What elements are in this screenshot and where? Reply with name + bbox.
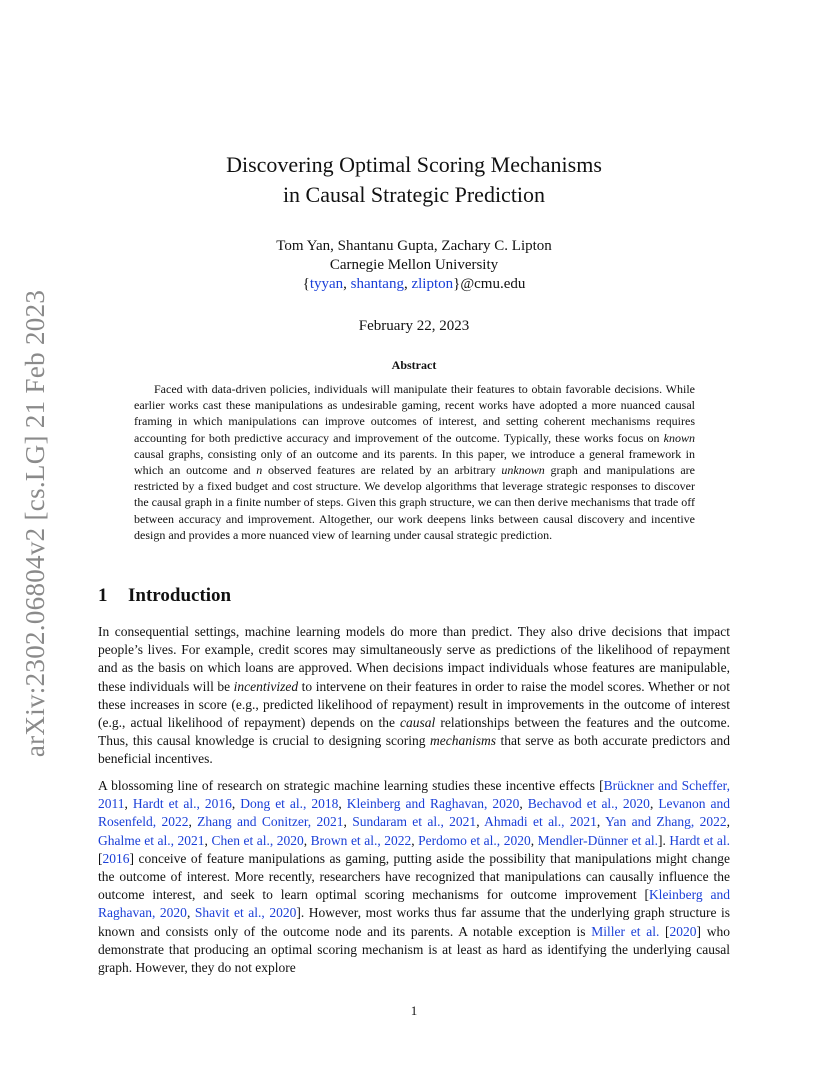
abstract-emphasis: n bbox=[256, 463, 263, 478]
arxiv-identifier-text: arXiv:2302.06804v2 [cs.LG] 21 Feb 2023 bbox=[20, 289, 51, 757]
citation-link[interactable]: Hardt et al. bbox=[669, 832, 731, 848]
section-title: Introduction bbox=[128, 585, 232, 606]
paragraph-text-segment: [ bbox=[659, 923, 670, 939]
author-names: Tom Yan, Shantanu Gupta, Zachary C. Lipton bbox=[276, 238, 552, 254]
paragraph-text-segment: In consequential settings, machine learning models do more than predict. They also drive decisions that impact people’s lives. For example, credit scores may simultaneously serve as predictions of the likelihood of repayment and as the basis on which loans are approved. When decisions impact individuals whose features are manipulable, these individuals will be bbox=[98, 624, 730, 694]
citation-link[interactable]: Hardt et al., 2016 bbox=[132, 796, 232, 812]
paragraph-text-segment: ]. However, most works thus far assume that the underlying graph structure is known and consists only of the outcome node and its parents. A notable exception is bbox=[98, 905, 731, 939]
paragraph-text-segment: ]. bbox=[657, 832, 670, 848]
citation-separator: , bbox=[596, 814, 606, 830]
email-link-shantang[interactable]: shantang bbox=[350, 276, 404, 292]
citation-separator: , bbox=[338, 796, 347, 812]
citation-link[interactable]: 2016 bbox=[102, 850, 130, 866]
citation-separator: , bbox=[303, 832, 311, 848]
paragraph-text-segment: to intervene on their features in order to raise the model scores. Whether or not these increases in score (e.g., predicted likelihood of repayment) result in improvements in the outcome of interest (e.g., actual likelihood of repayment) depends on the bbox=[98, 678, 730, 731]
citation-separator: , bbox=[124, 796, 133, 812]
citation-separator: , bbox=[204, 832, 212, 848]
citation-link[interactable]: Kleinberg and Raghavan, 2020 bbox=[346, 796, 520, 812]
citation-link[interactable]: Zhang and Conitzer, 2021 bbox=[197, 814, 344, 830]
citation-link[interactable]: Dong et al., 2018 bbox=[240, 796, 339, 812]
citation-link[interactable]: Perdomo et al., 2020 bbox=[418, 832, 531, 848]
citation-link[interactable]: Miller et al. bbox=[591, 923, 660, 939]
email-separator: , bbox=[343, 276, 351, 292]
intro-paragraph-2 bbox=[98, 777, 730, 977]
email-brace-open: { bbox=[302, 276, 310, 292]
paragraph-emphasis: mechanisms bbox=[429, 733, 496, 749]
abstract-emphasis: unknown bbox=[501, 463, 545, 478]
abstract-text-segment: Faced with data-driven policies, individuals will manipulate their features to obtain favorable decisions. While earlier works cast these manipulations as undesirable gaming, recent works have adopted a more nuanced causal framing in which manipulations can improve outcomes of interest, and setting coherent mechanisms requires accounting for both predictive accuracy and improvement of the outcome. Typically, these works focus on bbox=[134, 382, 695, 445]
section-number: 1 bbox=[98, 585, 108, 606]
citation-link[interactable]: Ahmadi et al., 2021 bbox=[484, 814, 597, 830]
citation-separator: , bbox=[343, 814, 353, 830]
paragraph-emphasis: causal bbox=[400, 715, 436, 731]
intro-paragraph-1 bbox=[98, 623, 730, 769]
citation-separator: , bbox=[726, 814, 731, 830]
citation-link[interactable]: Mendler-Dünner et al. bbox=[537, 832, 658, 848]
citation-link[interactable]: Sundaram et al., 2021 bbox=[352, 814, 477, 830]
citation-separator: , bbox=[649, 796, 659, 812]
page-number: 1 bbox=[410, 1003, 418, 1018]
author-affiliation: Carnegie Mellon University bbox=[329, 257, 499, 273]
paper-title-line-1: Discovering Optimal Scoring Mechanisms bbox=[226, 152, 602, 177]
publication-date: February 22, 2023 bbox=[358, 318, 470, 334]
paper-title bbox=[0, 150, 828, 210]
section-heading-introduction bbox=[98, 585, 231, 607]
paragraph-text-segment: [ bbox=[98, 850, 103, 866]
paragraph-text-segment: ] conceive of feature manipulations as gaming, putting aside the possibility that manipulations might change the outcome of interest. More recently, researchers have recognized that manipulations can causally influence the outcome interest, and seek to learn optimal scoring mechanisms for outcome improvement [ bbox=[98, 850, 730, 903]
citation-separator: , bbox=[476, 814, 485, 830]
abstract-text-segment: graph and manipulations are restricted by a fixed budget and cost structure. We develop algorithms that leverage strategic responses to discover the causal graph in a finite number of steps. Given this graph structure, we can then derive mechanisms that trade off between accuracy and improvement. Altogether, our work deepens links between causal discovery and incentive design and provides a more nuanced view of learning under causal strategic prediction. bbox=[134, 463, 695, 542]
citation-separator: , bbox=[411, 832, 419, 848]
email-domain: }@cmu.edu bbox=[453, 276, 526, 292]
citation-separator: , bbox=[186, 905, 195, 921]
paragraph-text-segment: ] who demonstrate that producing an optimal scoring mechanism is at least as hard as identifying the underlying causal graph. However, they do not explore bbox=[98, 923, 731, 976]
author-block bbox=[0, 237, 828, 294]
abstract-text-segment: observed features are related by an arbitrary bbox=[262, 463, 502, 478]
citation-link[interactable]: Levanon and Rosenfeld, 2022 bbox=[98, 796, 731, 830]
citation-separator: , bbox=[530, 832, 538, 848]
citation-link[interactable]: Brown et al., 2022 bbox=[310, 832, 412, 848]
citation-link[interactable]: Kleinberg and Raghavan, 2020 bbox=[98, 887, 730, 921]
abstract-heading: Abstract bbox=[391, 358, 437, 372]
paragraph-text-segment: that serve as both accurate predictors and beneficial incentives. bbox=[98, 733, 731, 767]
citation-link[interactable]: Ghalme et al., 2021 bbox=[98, 832, 205, 848]
paragraph-text-segment: A blossoming line of research on strategic machine learning studies these incentive effects [ bbox=[98, 778, 604, 793]
citation-separator: , bbox=[188, 814, 198, 830]
email-separator: , bbox=[403, 276, 412, 292]
abstract-text bbox=[134, 381, 695, 543]
citation-link[interactable]: Yan and Zhang, 2022 bbox=[605, 814, 727, 830]
abstract-emphasis: known bbox=[663, 430, 695, 445]
paragraph-emphasis: incentivized bbox=[233, 678, 299, 694]
email-link-zlipton[interactable]: zlipton bbox=[411, 276, 454, 292]
citation-link[interactable]: Chen et al., 2020 bbox=[211, 832, 304, 848]
author-emails bbox=[0, 275, 828, 294]
citation-link[interactable]: Shavit et al., 2020 bbox=[194, 905, 297, 921]
citation-link[interactable]: Bechavod et al., 2020 bbox=[527, 796, 650, 812]
paper-title-line-2: in Causal Strategic Prediction bbox=[282, 182, 546, 207]
citation-separator: , bbox=[231, 796, 241, 812]
citation-link[interactable]: Brückner and Scheffer, 2011 bbox=[98, 778, 730, 812]
paragraph-text-segment: relationships between the features and the outcome. Thus, this causal knowledge is crucial to designing scoring bbox=[98, 715, 730, 749]
email-link-tyyan[interactable]: tyyan bbox=[309, 276, 344, 292]
citation-separator: , bbox=[519, 796, 528, 812]
abstract-text-segment: causal graphs, consisting only of an outcome and its parents. In this paper, we introduce a general framework in which an outcome and bbox=[134, 446, 695, 478]
citation-link[interactable]: 2020 bbox=[669, 923, 697, 939]
